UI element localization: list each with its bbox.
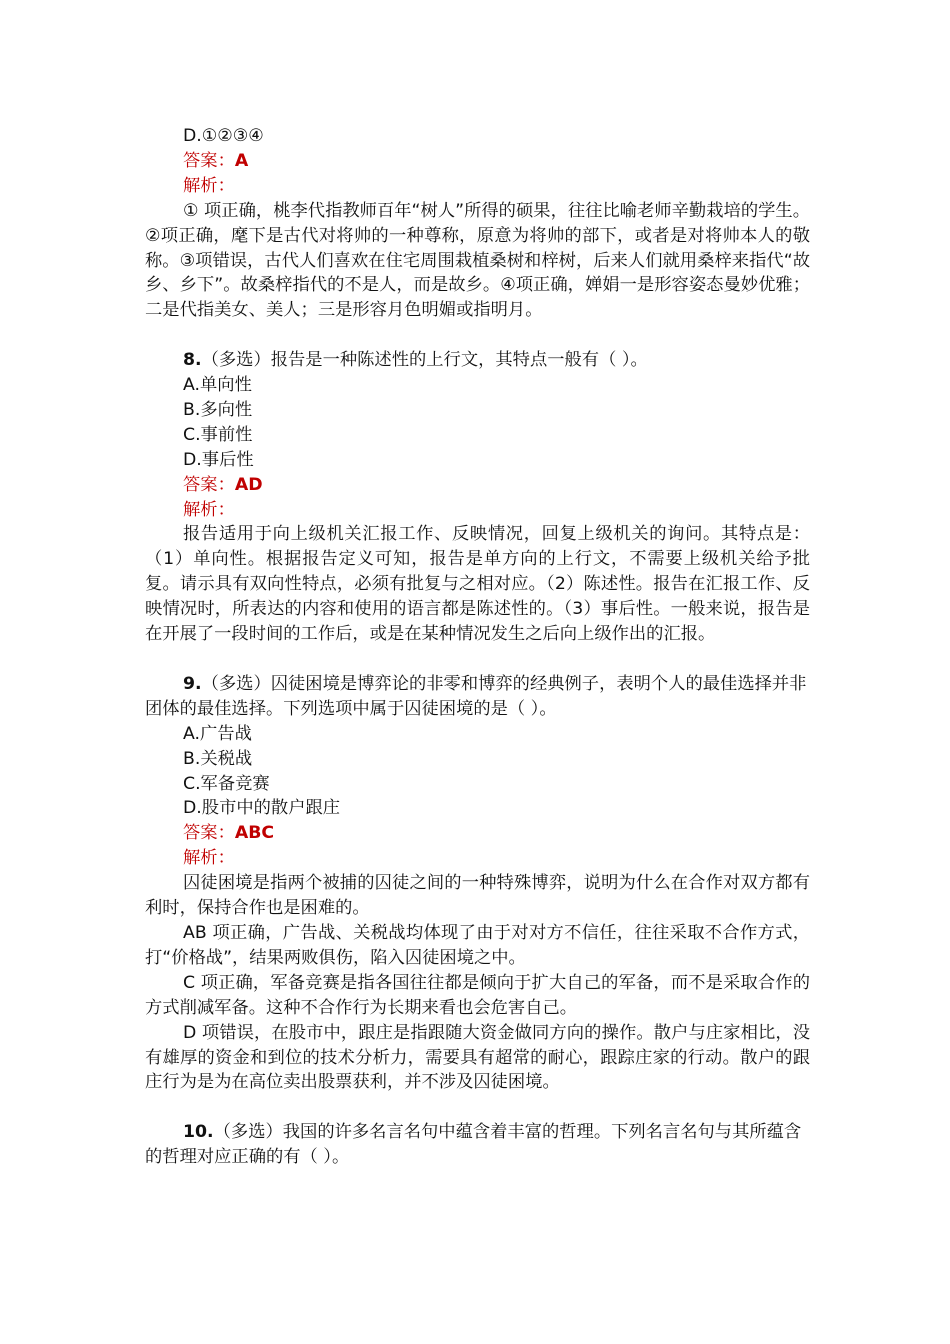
- q8-answer-line: [145, 473, 810, 498]
- question-number: 10.: [183, 1122, 214, 1143]
- q9-stem-line: [145, 672, 810, 722]
- q8-analysis-label: 解析：: [183, 499, 235, 520]
- q9-analysis-p3: C 项正确，军备竞赛是指各国往往都是倾向于扩大自己的军备，而不是采取合作的方式削减军备。这种不合作行为长期来看也会危害自己。: [145, 972, 810, 1018]
- answer-value: ABC: [234, 823, 275, 844]
- question-number: 8.: [183, 350, 202, 371]
- q7-answer-line: [145, 149, 810, 174]
- q9-option-a: A.广告战: [183, 723, 252, 744]
- q8-option-a: A.单向性: [183, 375, 252, 396]
- q8-stem-line: [145, 348, 810, 373]
- q8-option-b: B.多向性: [183, 399, 253, 420]
- q7-analysis-label: 解析：: [183, 175, 235, 196]
- question-stem: （多选）报告是一种陈述性的上行文，其特点一般有（ ）。: [201, 350, 648, 371]
- document-page: [145, 124, 810, 1170]
- question-stem: （多选）我国的许多名言名句中蕴含着丰富的哲理。下列名言名句与其所蕴含的哲理对应正确的有（ ）。: [145, 1122, 802, 1168]
- answer-label: 答案：: [183, 150, 235, 171]
- q9-analysis-p2: AB 项正确，广告战、关税战均体现了由于对对方不信任，往往采取不合作方式，打“价格战”，结果两败俱伤，陷入囚徒困境之中。: [145, 922, 810, 968]
- q8-option-d: D.事后性: [183, 449, 254, 470]
- q9-analysis-label: 解析：: [183, 848, 235, 869]
- answer-value: A: [234, 150, 249, 171]
- q9-analysis-p1: 囚徒困境是指两个被捕的囚徒之间的一种特殊博弈，说明为什么在合作对双方都有利时，保持合作也是困难的。: [145, 873, 810, 919]
- q10-stem-line: [145, 1120, 810, 1170]
- answer-label: 答案：: [183, 823, 235, 844]
- question-stem: （多选）囚徒困境是博弈论的非零和博弈的经典例子，表明个人的最佳选择并非团体的最佳选择。下列选项中属于囚徒困境的是（ ）。: [145, 673, 807, 719]
- q8-option-c: C.事前性: [183, 424, 253, 445]
- q9-option-c: C.军备竞赛: [183, 773, 270, 794]
- q9-answer-line: [145, 821, 810, 846]
- q9-option-d: D.股市中的散户跟庄: [183, 798, 341, 819]
- q7-option-d: D.①②③④: [183, 126, 264, 146]
- answer-value: AD: [234, 474, 263, 495]
- q8-analysis-text: 报告适用于向上级机关汇报工作、反映情况，回复上级机关的询问。其特点是：（1）单向性。根据报告定义可知，报告是单方向的上行文，不需要上级机关给予批复。请示具有双向性特点，必须有批复与之相对应。（2）陈述性。报告在汇报工作、反映情况时，所表达的内容和使用的语言都是陈述性的。（3）事后性。一般来说，报告是在开展了一段时间的工作后，或是在某种情况发生之后向上级作出的汇报。: [145, 524, 810, 645]
- answer-label: 答案：: [183, 474, 235, 495]
- q7-analysis-text: ① 项正确，桃李代指教师百年“树人”所得的硕果，往往比喻老师辛勤栽培的学生。②项正确，麾下是古代对将帅的一种尊称，原意为将帅的部下，或者是对将帅本人的敬称。③项错误，古代人们喜欢在住宅周围栽植桑树和梓树，后来人们就用桑梓来指代“故乡、乡下”。故桑梓指代的不是人，而是故乡。④项正确，婵娟一是形容姿态曼妙优雅；二是代指美女、美人；三是形容月色明媚或指明月。: [145, 200, 810, 321]
- q9-option-b: B.关税战: [183, 748, 253, 769]
- question-number: 9.: [183, 673, 202, 694]
- q9-analysis-p4: D 项错误，在股市中，跟庄是指跟随大资金做同方向的操作。散户与庄家相比，没有雄厚的资金和到位的技术分析力，需要具有超常的耐心，跟踪庄家的行动。散户的跟庄行为是为在高位卖出股票获利，并不涉及囚徒困境。: [145, 1022, 810, 1093]
